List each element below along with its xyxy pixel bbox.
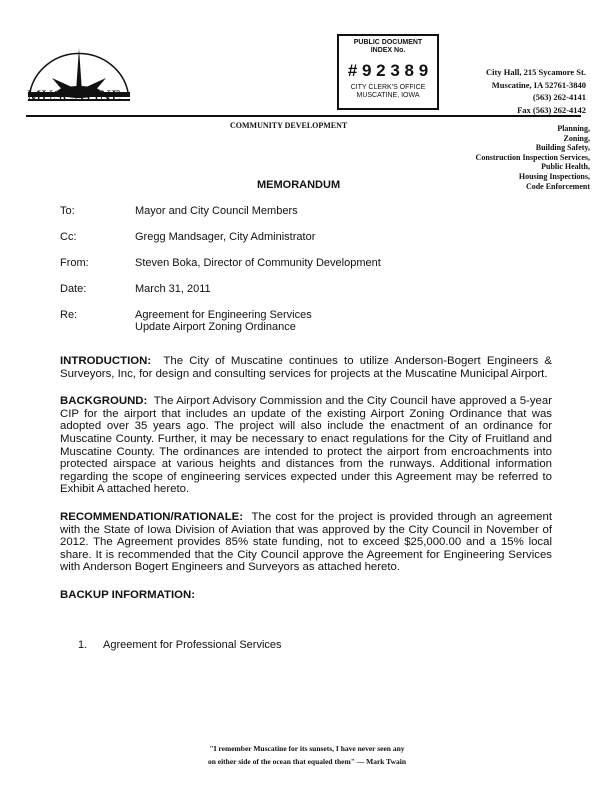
field-value: Mayor and City Council Members [135,205,298,217]
city-hall-address [486,66,586,116]
section-heading: BACKGROUND: [60,395,148,408]
division: Zoning, [563,133,590,143]
stamp-line4: MUSCATINE, IOWA [356,91,420,99]
section-heading: INTRODUCTION: [60,355,152,367]
date-field [60,283,552,295]
field-value-2: Update Airport Zoning Ordinance [135,321,296,333]
item-number: 1. [78,638,88,651]
memo-title: MEMORANDUM [257,179,341,191]
field-value: Gregg Mandsager, City Administrator [135,231,316,243]
division: Planning, [557,124,590,133]
header-rule [26,115,581,117]
quote-line: on either side of the ocean that equaled them" — Mark Twain [207,757,407,766]
division-list [476,124,590,191]
division: Housing Inspections, [518,171,590,181]
introduction-section [60,355,552,380]
section-heading: RECOMMENDATION/RATIONALE: [60,510,244,523]
to-field [60,205,552,217]
item-text: Agreement for Professional Services [103,638,282,651]
backup-heading: BACKUP INFORMATION: [60,588,195,601]
field-label: Cc: [60,231,77,243]
division: Code Enforcement [525,181,590,191]
stamp-number: # 9 2 3 8 9 [347,61,429,80]
division: Building Safety, [535,143,590,153]
department-name: COMMUNITY DEVELOPMENT [230,121,348,130]
memo-body [60,205,552,651]
field-label: From: [60,257,89,269]
logo-text: MUSCATINE [27,88,122,105]
fax: Fax (563) 262-4142 [517,104,586,115]
phone: (563) 262-4141 [532,92,586,102]
field-label: Date: [60,283,87,295]
backup-item [78,639,552,651]
stamp-line1: PUBLIC DOCUMENT [353,39,423,46]
field-label: To: [60,205,75,217]
field-label: Re: [60,309,78,321]
address-line: Muscatine, IA 52761-3840 [491,79,586,90]
division: Public Health, [541,162,590,172]
stamp-line3: CITY CLERK'S OFFICE [350,84,426,91]
section-text: The Airport Advisory Commission and the City Council have approved a 5-year CIP for the airport that includes an update of the existing Airport Zoning Ordinance that was adopted over 35 years ago. The project will also include the enactment of an ordinance for Muscatine County. Further, it may be necessary to enact regulations for the City of Fruitland and Muscatine County. The ordinances are intended to protect the airport from encroachments into protected airspace at various heights and distances from the runways. Additional information regarding the scope of engineering services expected under this Agreement may be referred to Exhibit A attached hereto. [60,395,552,496]
from-field [60,257,552,269]
address-line: City Hall, 215 Sycamore St. [486,67,586,77]
quote-line: "I remember Muscatine for its sunsets, I have never seen any [209,744,405,753]
recommendation-section [60,511,552,574]
re-field [60,309,552,333]
section-text: The City of Muscatine continues to utilize Anderson-Bogert Engineers & Surveyors, Inc, for design and consulting services for projects at the Muscatine Municipal Airport. [60,355,552,380]
background-section [60,395,552,496]
public-document-stamp [337,34,439,110]
cc-field [60,231,552,243]
division: Construction Inspection Services, [475,152,590,162]
memo-header-fields [60,205,552,333]
field-value: Steven Boka, Director of Community Development [135,257,381,269]
stamp-line2: INDEX No. [370,46,406,54]
section-text: The cost for the project is provided through an agreement with the State of Iowa Division of Aviation that was approved by the City Council in November of 2012. The Agreement provides 85% state funding, not to exceed $25,000.00 and a 15% local share. It is recommended that the City Council approve the Agreement for Engineering Services with Anderson Bogert Engineers and Surveyors as attached hereto. [60,510,552,574]
field-value: Agreement for Engineering Services [135,309,312,321]
field-value: March 31, 2011 [135,283,211,295]
footer-quote [0,742,614,768]
